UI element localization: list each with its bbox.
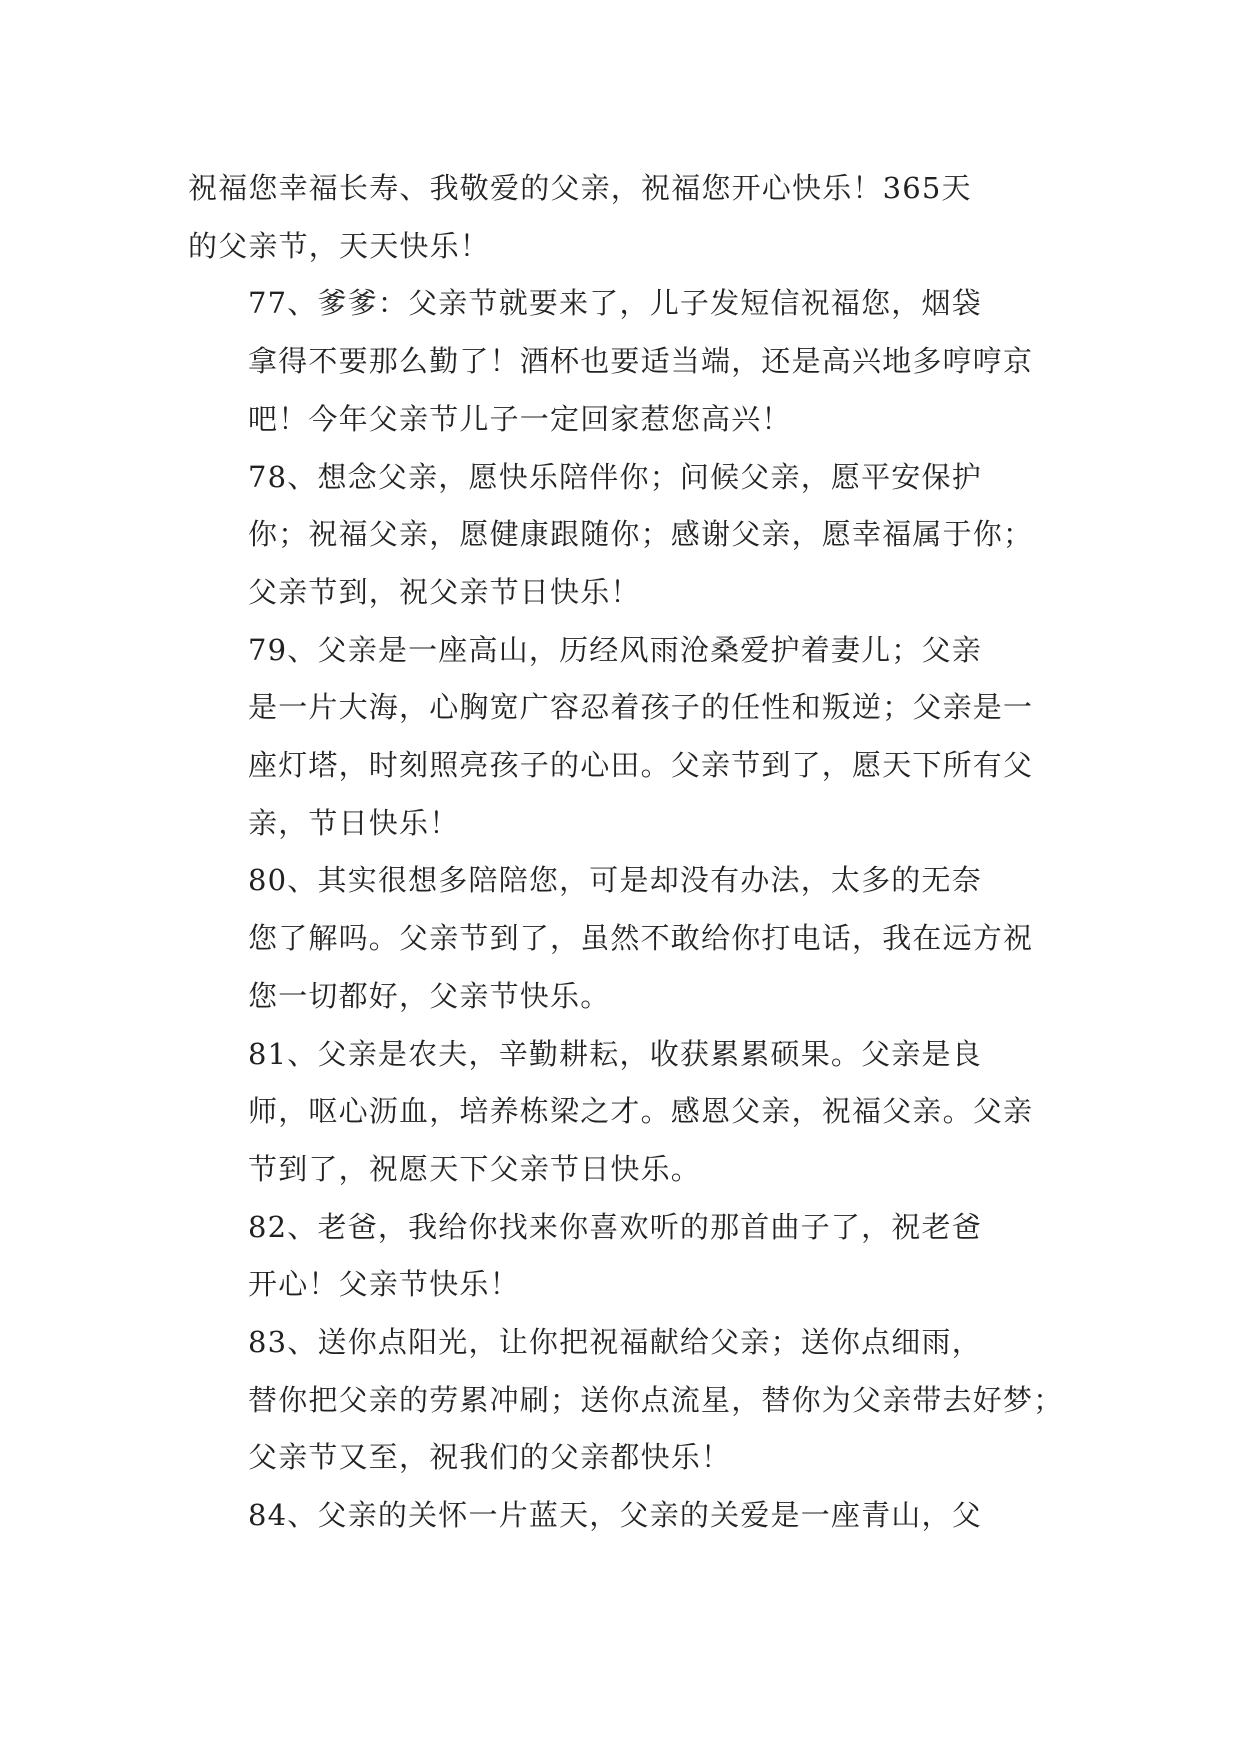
paragraph-line: 78、想念父亲，愿快乐陪伴你；问候父亲，愿平安保护	[248, 459, 982, 494]
paragraph-line: 开心！父亲节快乐！	[248, 1267, 520, 1302]
paragraph-line: 您一切都好，父亲节快乐。	[248, 978, 611, 1013]
paragraph-line: 81、父亲是农夫，辛勤耕耘，收获累累硕果。父亲是良	[248, 1036, 982, 1071]
paragraph-line: 拿得不要那么勤了！酒杯也要适当端，还是高兴地多哼哼京	[248, 344, 1034, 379]
paragraph	[188, 275, 1048, 448]
paragraph-line: 84、父亲的关怀一片蓝天，父亲的关爱是一座青山，父	[248, 1498, 982, 1533]
paragraph-line: 父亲节到，祝父亲节日快乐！	[248, 574, 641, 609]
paragraph-line: 79、父亲是一座高山，历经风雨沧桑爱护着妻儿；父亲	[248, 632, 982, 667]
paragraph-line: 父亲节又至，祝我们的父亲都快乐！	[248, 1440, 732, 1475]
paragraph	[188, 1026, 1048, 1199]
paragraph-line: 80、其实很想多陪陪您，可是却没有办法，太多的无奈	[248, 863, 982, 898]
paragraph-line: 的父亲节，天天快乐！	[188, 228, 491, 263]
paragraph	[188, 449, 1048, 622]
paragraph	[188, 1199, 1048, 1314]
paragraph-line: 师，呕心沥血，培养栋梁之才。感恩父亲，祝福父亲。父亲	[248, 1094, 1034, 1129]
document-body	[188, 160, 1064, 1545]
paragraph-line: 替你把父亲的劳累冲刷；送你点流星，替你为父亲带去好梦；	[248, 1382, 1064, 1417]
paragraph-line: 节到了，祝愿天下父亲节日快乐。	[248, 1151, 702, 1186]
paragraph	[188, 160, 1048, 275]
paragraph-line: 是一片大海，心胸宽广容忍着孩子的任性和叛逆；父亲是一	[248, 690, 1034, 725]
paragraph-line: 吧！今年父亲节儿子一定回家惹您高兴！	[248, 401, 792, 436]
paragraph-line: 82、老爸，我给你找来你喜欢听的那首曲子了，祝老爸	[248, 1209, 982, 1244]
paragraph	[188, 1487, 1048, 1545]
paragraph	[188, 852, 1048, 1025]
paragraph-line: 你；祝福父亲，愿健康跟随你；感谢父亲，愿幸福属于你；	[248, 517, 1034, 552]
paragraph-line: 您了解吗。父亲节到了，虽然不敢给你打电话，我在远方祝	[248, 921, 1034, 956]
paragraph-line: 座灯塔，时刻照亮孩子的心田。父亲节到了，愿天下所有父	[248, 748, 1034, 783]
paragraph-line: 77、爹爹：父亲节就要来了，儿子发短信祝福您，烟袋	[248, 286, 982, 321]
paragraph-line: 祝福您幸福长寿、我敬爱的父亲，祝福您开心快乐！365天	[188, 171, 972, 205]
paragraph-line: 亲，节日快乐！	[248, 805, 460, 840]
paragraph	[188, 1314, 1064, 1487]
paragraph-line: 83、送你点阳光，让你把祝福献给父亲；送你点细雨，	[248, 1325, 982, 1360]
paragraph	[188, 622, 1048, 853]
